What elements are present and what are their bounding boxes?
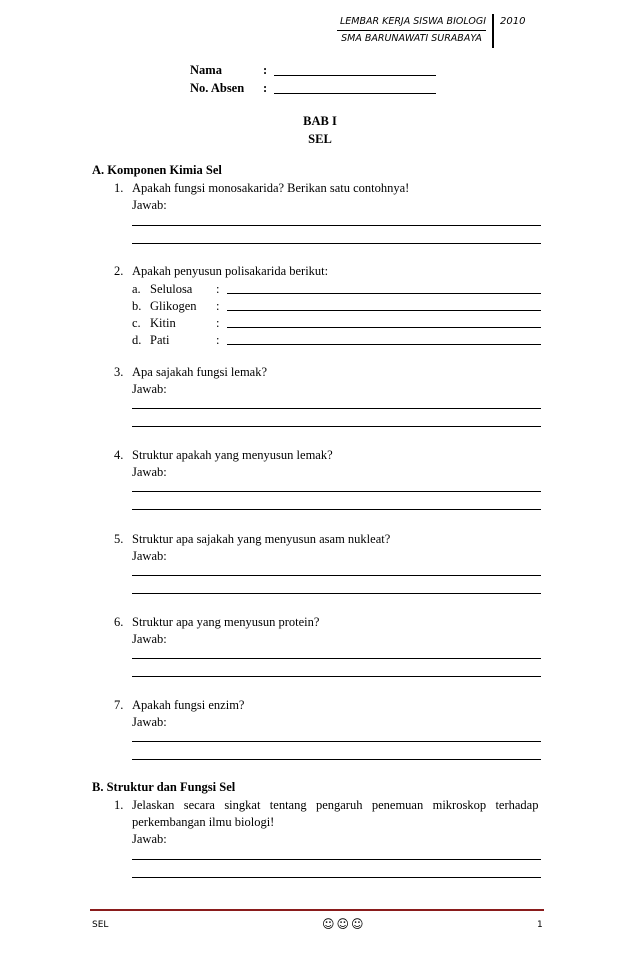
q-a6-answer-line-1[interactable] xyxy=(132,658,541,659)
q-a7-number: 7. xyxy=(114,698,124,712)
q-a6-text: Struktur apa yang menyusun protein? xyxy=(132,615,320,629)
q-a2-text: Apakah penyusun polisakarida berikut: xyxy=(132,264,329,278)
q-a7-text: Apakah fungsi enzim? xyxy=(132,698,245,712)
q-a2-item-letter: b. xyxy=(132,299,142,313)
q-a4-answer-label: Jawab: xyxy=(132,465,167,479)
section-a-heading: A. Komponen Kimia Sel xyxy=(92,163,222,177)
q-a1-answer-label: Jawab: xyxy=(132,198,167,212)
header-title-line2: SMA BARUNAWATI SURABAYA xyxy=(337,30,486,46)
q-a6-answer-label: Jawab: xyxy=(132,632,167,646)
footer-divider xyxy=(90,909,544,911)
q-a2-item-name: Selulosa xyxy=(150,282,193,296)
q-a2-item-colon: : xyxy=(216,316,220,330)
q-b1-text-line1: Jelaskan secara singkat tentang pengaruh penemuan mikroskop terhadap xyxy=(132,798,539,812)
q-a7-answer-line-2[interactable] xyxy=(132,759,541,760)
header-title-line1: LEMBAR KERJA SISWA BIOLOGI xyxy=(339,16,486,27)
footer-chapter: SEL xyxy=(92,920,109,930)
q-b1-answer-line-1[interactable] xyxy=(132,859,541,860)
q-a2-item-name: Glikogen xyxy=(150,299,197,313)
q-a1-text: Apakah fungsi monosakarida? Berikan satu contohnya! xyxy=(132,181,410,195)
q-a4-text: Struktur apakah yang menyusun lemak? xyxy=(132,448,333,462)
q-b1-number: 1. xyxy=(114,798,124,812)
absen-field[interactable] xyxy=(274,93,436,94)
section-b-heading: B. Struktur dan Fungsi Sel xyxy=(92,780,236,794)
name-colon: : xyxy=(263,63,268,77)
q-a2-item-letter: d. xyxy=(132,333,142,347)
q-a1-number: 1. xyxy=(114,181,124,195)
q-b1-answer-line-2[interactable] xyxy=(132,877,541,878)
absen-label: No. Absen xyxy=(190,81,245,95)
q-a2-item-answer-line[interactable] xyxy=(227,293,541,294)
q-a2-item-letter: a. xyxy=(132,282,141,296)
q-a2-item-name: Pati xyxy=(150,333,170,347)
q-a5-number: 5. xyxy=(114,532,124,546)
q-b1-answer-label: Jawab: xyxy=(132,832,167,846)
q-a5-answer-label: Jawab: xyxy=(132,549,167,563)
name-field[interactable] xyxy=(274,75,436,76)
absen-colon: : xyxy=(263,81,268,95)
q-a7-answer-label: Jawab: xyxy=(132,715,167,729)
q-a3-answer-line-2[interactable] xyxy=(132,426,541,427)
q-a4-number: 4. xyxy=(114,448,124,462)
q-a1-answer-line-2[interactable] xyxy=(132,243,541,244)
q-a3-answer-label: Jawab: xyxy=(132,382,167,396)
q-a2-item-answer-line[interactable] xyxy=(227,344,541,345)
q-a2-item-answer-line[interactable] xyxy=(227,310,541,311)
q-a2-item-answer-line[interactable] xyxy=(227,327,541,328)
name-label: Nama xyxy=(190,63,222,77)
header-title xyxy=(337,14,494,48)
chapter-title: SEL xyxy=(308,132,332,146)
q-a3-number: 3. xyxy=(114,365,124,379)
q-a5-text: Struktur apa sajakah yang menyusun asam nukleat? xyxy=(132,532,391,546)
q-a2-item-colon: : xyxy=(216,299,220,313)
q-a6-answer-line-2[interactable] xyxy=(132,676,541,677)
q-a6-number: 6. xyxy=(114,615,124,629)
q-a1-answer-line-1[interactable] xyxy=(132,225,541,226)
q-a2-item-colon: : xyxy=(216,333,220,347)
q-a4-answer-line-1[interactable] xyxy=(132,491,541,492)
q-b1-text-line2: perkembangan ilmu biologi! xyxy=(132,815,275,829)
footer-page-number: 1 xyxy=(537,920,543,930)
footer-smiley-icons: ☺☺☺ xyxy=(322,917,366,931)
q-a5-answer-line-2[interactable] xyxy=(132,593,541,594)
header-year: 2010 xyxy=(500,16,526,27)
q-a5-answer-line-1[interactable] xyxy=(132,575,541,576)
q-a3-answer-line-1[interactable] xyxy=(132,408,541,409)
q-a2-item-letter: c. xyxy=(132,316,141,330)
q-a7-answer-line-1[interactable] xyxy=(132,741,541,742)
q-a2-number: 2. xyxy=(114,264,124,278)
q-a3-text: Apa sajakah fungsi lemak? xyxy=(132,365,268,379)
q-a2-item-colon: : xyxy=(216,282,220,296)
q-a4-answer-line-2[interactable] xyxy=(132,509,541,510)
q-a2-item-name: Kitin xyxy=(150,316,176,330)
chapter-number: BAB I xyxy=(303,114,337,128)
